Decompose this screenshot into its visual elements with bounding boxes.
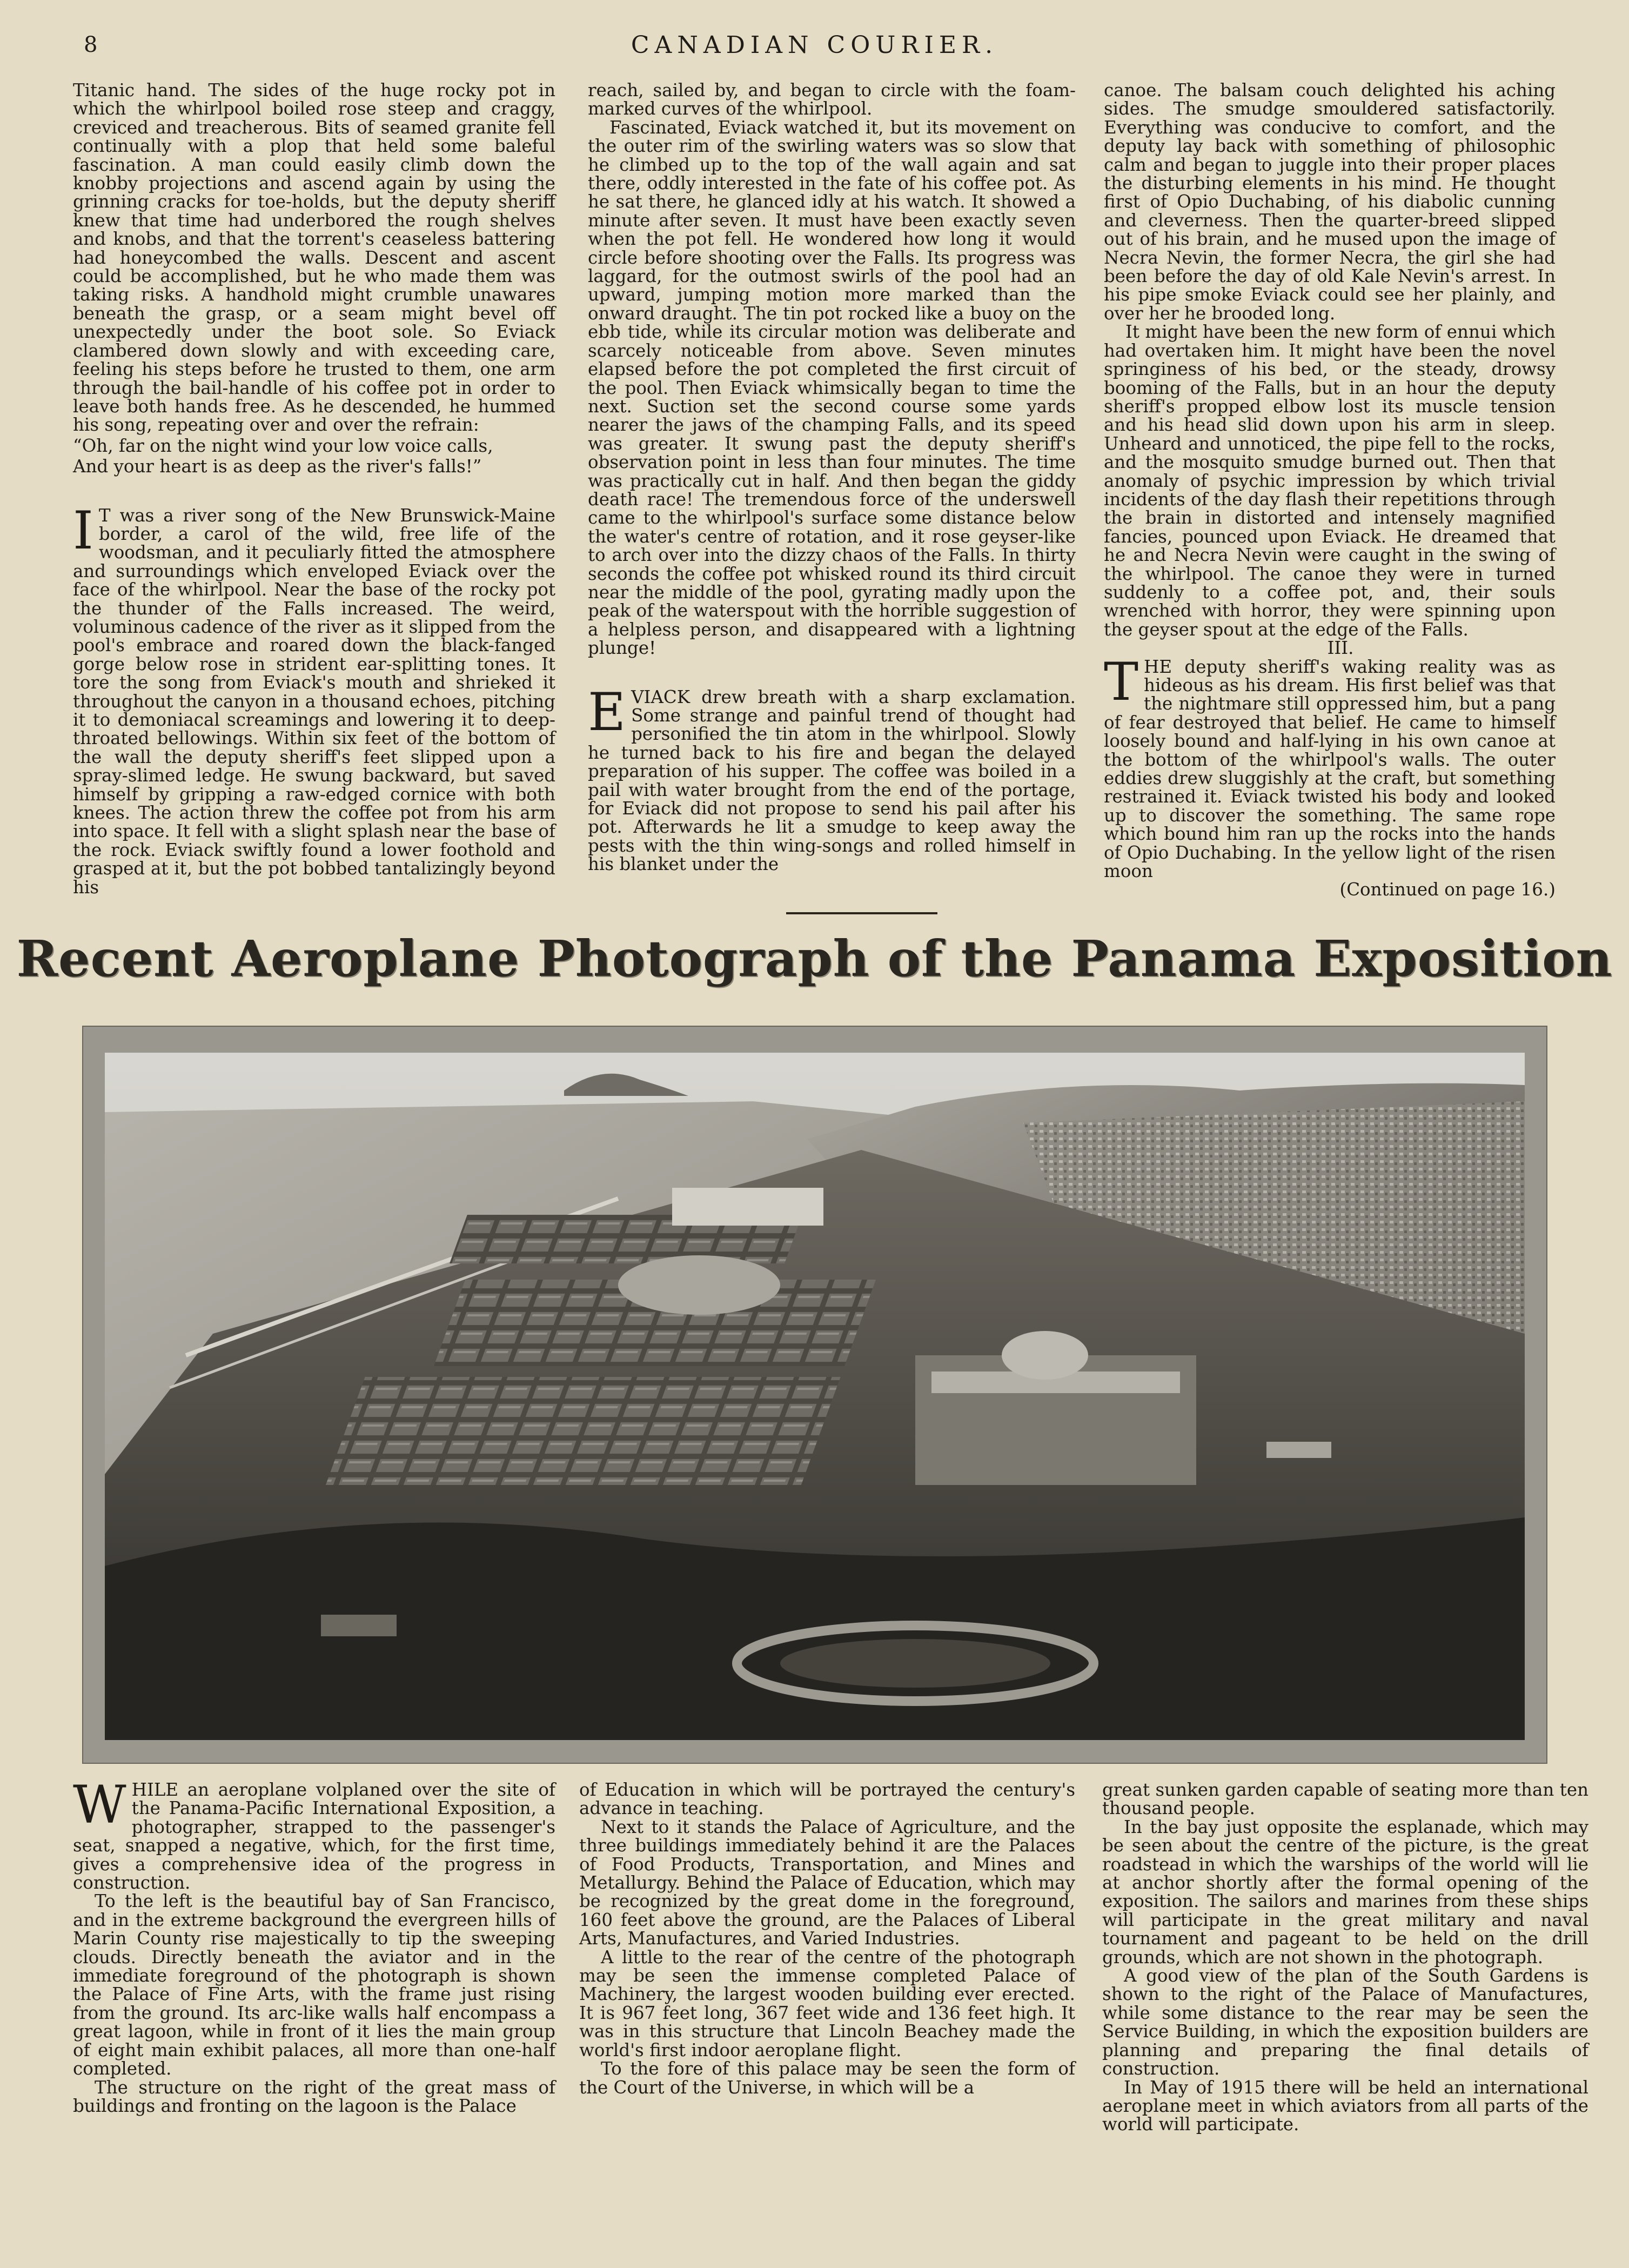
paragraph-text: HILE an aeroplane volplaned over the site of the Panama-Pacific International Exposition, a photographer, strapped to the passenger's seat, snapped a negative, which, for the first time, gives a comprehensive idea of the progress in construction. (73, 1779, 555, 1894)
story-column-3 (1104, 81, 1556, 899)
feature-paragraph: of Education in which will be portrayed the century's advance in teaching. (579, 1779, 1075, 1819)
story-paragraph: It might have been the new form of ennui which had overtaken him. It might have been the novel springiness of his bed, or the steady, drowsy booming of the Falls, but in an hour the deputy sheriff's propped elbow lost its muscle tension and his head slid down upon his arm in sleep. Unheard and unnoticed, the pipe fell to the rocks, and the mosquito smudge burned out. Then that anomaly of psychic impression by which trivial incidents of the day flash their repetitions through the brain in distorted and intensely magnified fancies, pounced upon Eviack. He dreamed that he and Necra Nevin were caught in the swing of the whirlpool. The canoe they were in turned suddenly to a coffee pot, and, their souls wrenched with horror, they were spinning upon the geyser spout at the edge of the Falls. (1104, 322, 1556, 640)
page-number: 8 (84, 32, 98, 57)
aerial-photograph-icon (105, 1053, 1525, 1740)
feature-paragraph: In the bay just opposite the esplanade, which may be seen about the centre of the picture, is the great roadstead in which the warships of the world will lie at anchor shortly after the formal opening of the exposition. The sailors and marines from these ships will participate in the great military and naval tournament and pageant to be held on the drill grounds, which are not shown in the photograph. (1102, 1816, 1588, 1968)
feature-headline: Recent Aeroplane Photograph of the Panama Exposition (16, 929, 1613, 988)
verse-line: And your heart is as deep as the river's falls!” (73, 456, 482, 477)
feature-paragraph: A little to the rear of the centre of the photograph may be seen the immense completed Palace of Machinery, the largest wooden building ever erected. It is 967 feet long, 367 feet wide and 136 feet high. It was in this structure that Lincoln Beachey made the world's first indoor aeroplane flight. (579, 1946, 1075, 2060)
continued-note: (Continued on page 16.) (1339, 879, 1556, 900)
feature-column-2 (579, 1781, 1075, 2097)
story-paragraph: canoe. The balsam couch delighted his aching sides. The smudge smouldered satisfactorily. Everything was conducive to comfort, and the deputy lay back with something of philosophic calm and began to juggle into their proper places the disturbing elements in his mind. He thought first of Opio Duchabing, of his diabolic cunning and cleverness. Then the quarter-breed slipped out of his brain, and he mused upon the image of Necra Nevin, the former Necra, the girl she had been before the day of old Kale Nevin's arrest. In his pipe smoke Eviack could see her plainly, and over her he brooded long. (1104, 80, 1556, 324)
feature-paragraph: Next to it stands the Palace of Agriculture, and the three buildings immediately behind it are the Palaces of Food Products, Transportation, and Mines and Metallurgy. Behind the Palace of Education, which may be recognized by the great dome in the foreground, 160 feet above the ground, are the Palaces of Liberal Arts, Manufactures, and Varied Industries. (579, 1816, 1075, 1949)
section-number: III. (1327, 638, 1354, 659)
feature-paragraph: great sunken garden capable of seating more than ten thousand people. (1102, 1779, 1588, 1819)
drop-cap: I (73, 500, 93, 561)
paragraph-text: HE deputy sheriff's waking reality was as hideous as his dream. His first belief was that the nightmare still oppressed him, but a pang of fear destroyed that belief. He came to himself loosely bound and half-lying in his own canoe at the bottom of the whirlpool's walls. The outer eddies drew sluggishly at the craft, but something restrained it. Eviack twisted his body and looked up to discover the something. The same rope which bound him ran up the rocks into the hands of Opio Duchabing. In the yellow light of the risen moon (1104, 656, 1556, 882)
story-column-1 (73, 81, 555, 897)
drop-cap: W (73, 1775, 126, 1835)
drop-cap: T (1104, 651, 1139, 712)
story-column-2 (588, 81, 1076, 874)
feature-paragraph: To the left is the beautiful bay of San Francisco, and in the extreme background the evergreen hills of Marin County rise majestically to tip the sweeping clouds. Directly beneath the aviator and in the immediate foreground of the photograph is shown the Palace of Fine Arts, with the frame just rising from the ground. Its arc-like walls half encompass a great lagoon, while in front of it lies the main group of eight main exhibit palaces, all more than one-half completed. (73, 1891, 555, 2079)
feature-paragraph: The structure on the right of the great mass of buildings and fronting on the lagoon is the Palace (73, 2077, 555, 2116)
story-paragraph (588, 681, 1076, 875)
drop-cap: E (588, 681, 626, 742)
paragraph-text: VIACK drew breath with a sharp exclamation. Some strange and painful trend of thought had personified the tin atom in the whirlpool. Slowly he turned back to his fire and began the delayed preparation of his supper. The coffee was boiled in a pail with water brought from the end of the portage, for Eviack did not propose to send his pail after his pot. Afterwards he lit a smudge to keep away the pests with the thin wing-songs and rolled himself in his blanket under the (588, 686, 1076, 875)
story-paragraph: reach, sailed by, and began to circle with the foam-marked curves of the whirlpool. (588, 80, 1076, 119)
aerial-photo-illustration (105, 1053, 1525, 1740)
section-divider (786, 912, 937, 914)
masthead: CANADIAN COURIER. (631, 31, 998, 59)
story-paragraph: Titanic hand. The sides of the huge rocky pot in which the whirlpool boiled rose steep and craggy, creviced and treacherous. Bits of seamed granite fell continually with a plop that held some baleful fascination. A man could easily climb down the knobby projections and ascend again by using the grinning cracks for toe-holds, but the deputy sheriff knew that time had underbored the rough shelves and knobs, and that the torrent's ceaseless battering had honeycombed the walls. Descent and ascent could be accomplished, but he who made them was taking risks. A handhold might crumble unawares beneath the grasp, or a seam might bevel off unexpectedly under the boot sole. So Eviack clambered down slowly and with exceeding care, feeling his steps before he trusted to them, one arm through the bail-handle of his coffee pot in order to leave both hands free. As he descended, he hummed his song, repeating over and over the refrain: (73, 80, 555, 436)
feature-paragraph (73, 1775, 555, 1894)
story-paragraph (1104, 651, 1556, 882)
feature-paragraph: To the fore of this palace may be seen the form of the Court of the Universe, in which will be a (579, 2058, 1075, 2098)
verse-line: “Oh, far on the night wind your low voice calls, (73, 435, 493, 456)
feature-paragraph: In May of 1915 there will be held an international aeroplane meet in which aviators from all parts of the world will participate. (1102, 2077, 1588, 2135)
photo-frame (82, 1026, 1547, 1764)
feature-column-1 (73, 1775, 555, 2116)
paragraph-text: T was a river song of the New Brunswick-Maine border, a carol of the wild, free life of the woodsman, and it peculiarly fitted the atmosphere and surroundings which enveloped Eviack over the face of the whirlpool. Near the base of the rocky pot the thunder of the Falls increased. The weird, voluminous cadence of the river as it slipped from the pool's embrace and roared down the black-fanged gorge below rose in strident ear-splitting tones. It tore the song from Eviack's mouth and shrieked it throughout the canyon in a thousand echoes, pitching it to demoniacal screamings and lowering it to deep-throated bellowings. Within six feet of the bottom of the wall the deputy sheriff's feet slipped upon a spray-slimed ledge. He swung backward, but saved himself by gripping a raw-edged cornice with both knees. The action threw the coffee pot from his arm into space. It fell with a slight splash near the base of the rock. Eviack swiftly found a lower foothold and grasped at it, but the pot bobbed tantalizingly beyond his (73, 505, 555, 898)
story-paragraph: Fascinated, Eviack watched it, but its movement on the outer rim of the swirling waters was so slow that he climbed up to the top of the wall again and sat there, oddly interested in the fate of his coffee pot. As he sat there, he glanced idly at his watch. It showed a minute after seven. It must have been exactly seven when the pot fell. He wondered how long it would circle before shooting over the Falls. Its progress was laggard, for the outmost swirls of the pool had an upward, jumping motion more marked than the onward draught. The tin pot rocked like a buoy on the ebb tide, while its circular motion was deliberate and scarcely noticeable from above. Seven minutes elapsed before the pot completed the first circuit of the pool. Then Eviack whimsically began to time the next. Suction set the second course some yards nearer the jaws of the champing Falls, and its speed was greater. It swung past the deputy sheriff's observation point in less than four minutes. The time was practically cut in half. And then began the giddy death race! The tremendous force of the underswell came to the whirlpool's surface some distance below the water's centre of rotation, and it rose geyser-like to arch over into the dizzy chaos of the Falls. In thirty seconds the coffee pot whisked round its third circuit near the middle of the pool, gyrating madly upon the peak of the waterspout with the horrible suggestion of a helpless person, and disappeared with a lightning plunge! (588, 117, 1076, 659)
feature-paragraph: A good view of the plan of the South Gardens is shown to the right of the Palace of Manufactures, while some distance to the rear may be seen the Service Building, in which the exposition builders are planning and preparing the final details of construction. (1102, 1965, 1588, 2079)
feature-column-3 (1102, 1781, 1588, 2134)
story-paragraph (73, 500, 555, 898)
